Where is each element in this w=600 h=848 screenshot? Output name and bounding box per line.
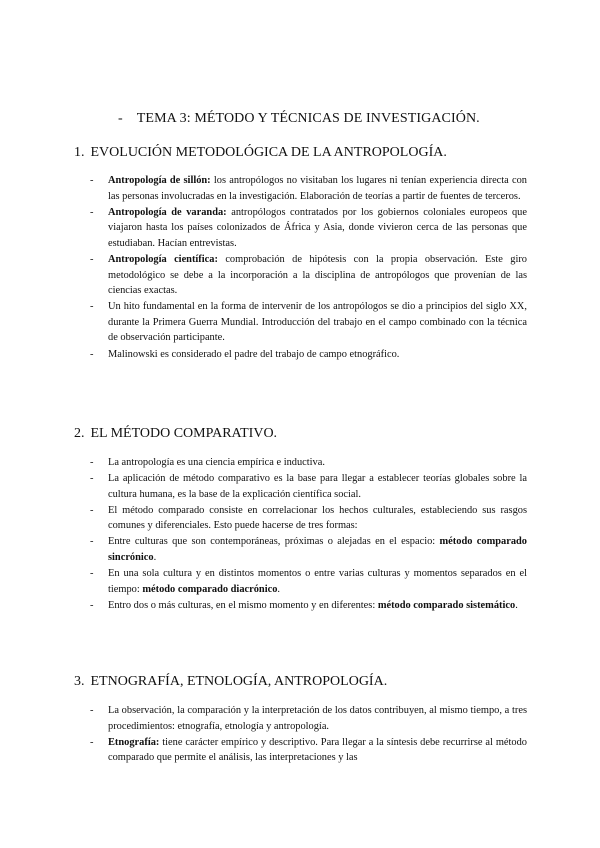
document-title bbox=[118, 111, 480, 127]
section-1-list bbox=[90, 173, 527, 363]
list-item: - Un hito fundamental en la forma de intervenir de los antropólogos se dio a principios del siglo XX, durante la Primera Guerra Mundial. Introducción del trabajo en el campo combinado con la técnica de observación participante. bbox=[90, 299, 527, 346]
section-heading-2: 2. EL MÉTODO COMPARATIVO. bbox=[74, 426, 278, 441]
list-item: - La antropología es una ciencia empírica e inductiva. bbox=[90, 455, 527, 471]
list-item: - Antropología de varanda: antropólogos contratados por los gobiernos coloniales europeos que viajaron hasta los países colonizados de África y Asia, donde vivieron cerca de las personas que estudiaban. Hacían entrevistas. bbox=[90, 205, 527, 252]
list-item: - La observación, la comparación y la interpretación de los datos contribuyen, al mismo tiempo, a tres procedimientos: etnografía, etnología y antropología. bbox=[90, 703, 527, 734]
section-2-list bbox=[90, 455, 527, 614]
title-text: TEMA 3: MÉTODO Y TÉCNICAS DE INVESTIGACIÓN. bbox=[136, 111, 480, 126]
list-item: - Malinowski es considerado el padre del trabajo de campo etnográfico. bbox=[90, 347, 527, 363]
list-item: - En una sola cultura y en distintos momentos o entre varias culturas y momentos separados en el tiempo: método comparado diacrónico. bbox=[90, 566, 527, 597]
title-dash: - bbox=[118, 111, 123, 126]
list-item: - Etnografía: tiene carácter empírico y descriptivo. Para llegar a la síntesis debe recurrirse al método comparado que permite el análisis, las interpretaciones y las bbox=[90, 735, 527, 766]
list-item: - La aplicación de método comparativo es la base para llegar a establecer teorías globales sobre la cultura humana, es la base de la explicación científica social. bbox=[90, 471, 527, 502]
section-heading-3: 3. ETNOGRAFÍA, ETNOLOGÍA, ANTROPOLOGÍA. bbox=[74, 674, 388, 689]
section-3-list bbox=[90, 703, 527, 766]
list-item: - Antropología de sillón: los antropólogos no visitaban los lugares ni tenían experiencia directa con las personas involucradas en la investigación. Elaboración de teorías a partir de fuentes de terceros. bbox=[90, 173, 527, 204]
list-item: - Entre culturas que son contemporáneas, próximas o alejadas en el espacio: método comparado sincrónico. bbox=[90, 534, 527, 565]
section-heading-1: 1. EVOLUCIÓN METODOLÓGICA DE LA ANTROPOLOGÍA. bbox=[74, 145, 447, 160]
list-item: - El método comparado consiste en correlacionar los hechos culturales, estableciendo sus rasgos comunes y diferenciales. Esto puede hacerse de tres formas: bbox=[90, 503, 527, 534]
list-item: - Entro dos o más culturas, en el mismo momento y en diferentes: método comparado sistemático. bbox=[90, 598, 527, 614]
list-item: - Antropología científica: comprobación de hipótesis con la propia observación. Este giro metodológico se debe a la incorporación a la disciplina de antropólogos que provenían de las ciencias exactas. bbox=[90, 252, 527, 299]
